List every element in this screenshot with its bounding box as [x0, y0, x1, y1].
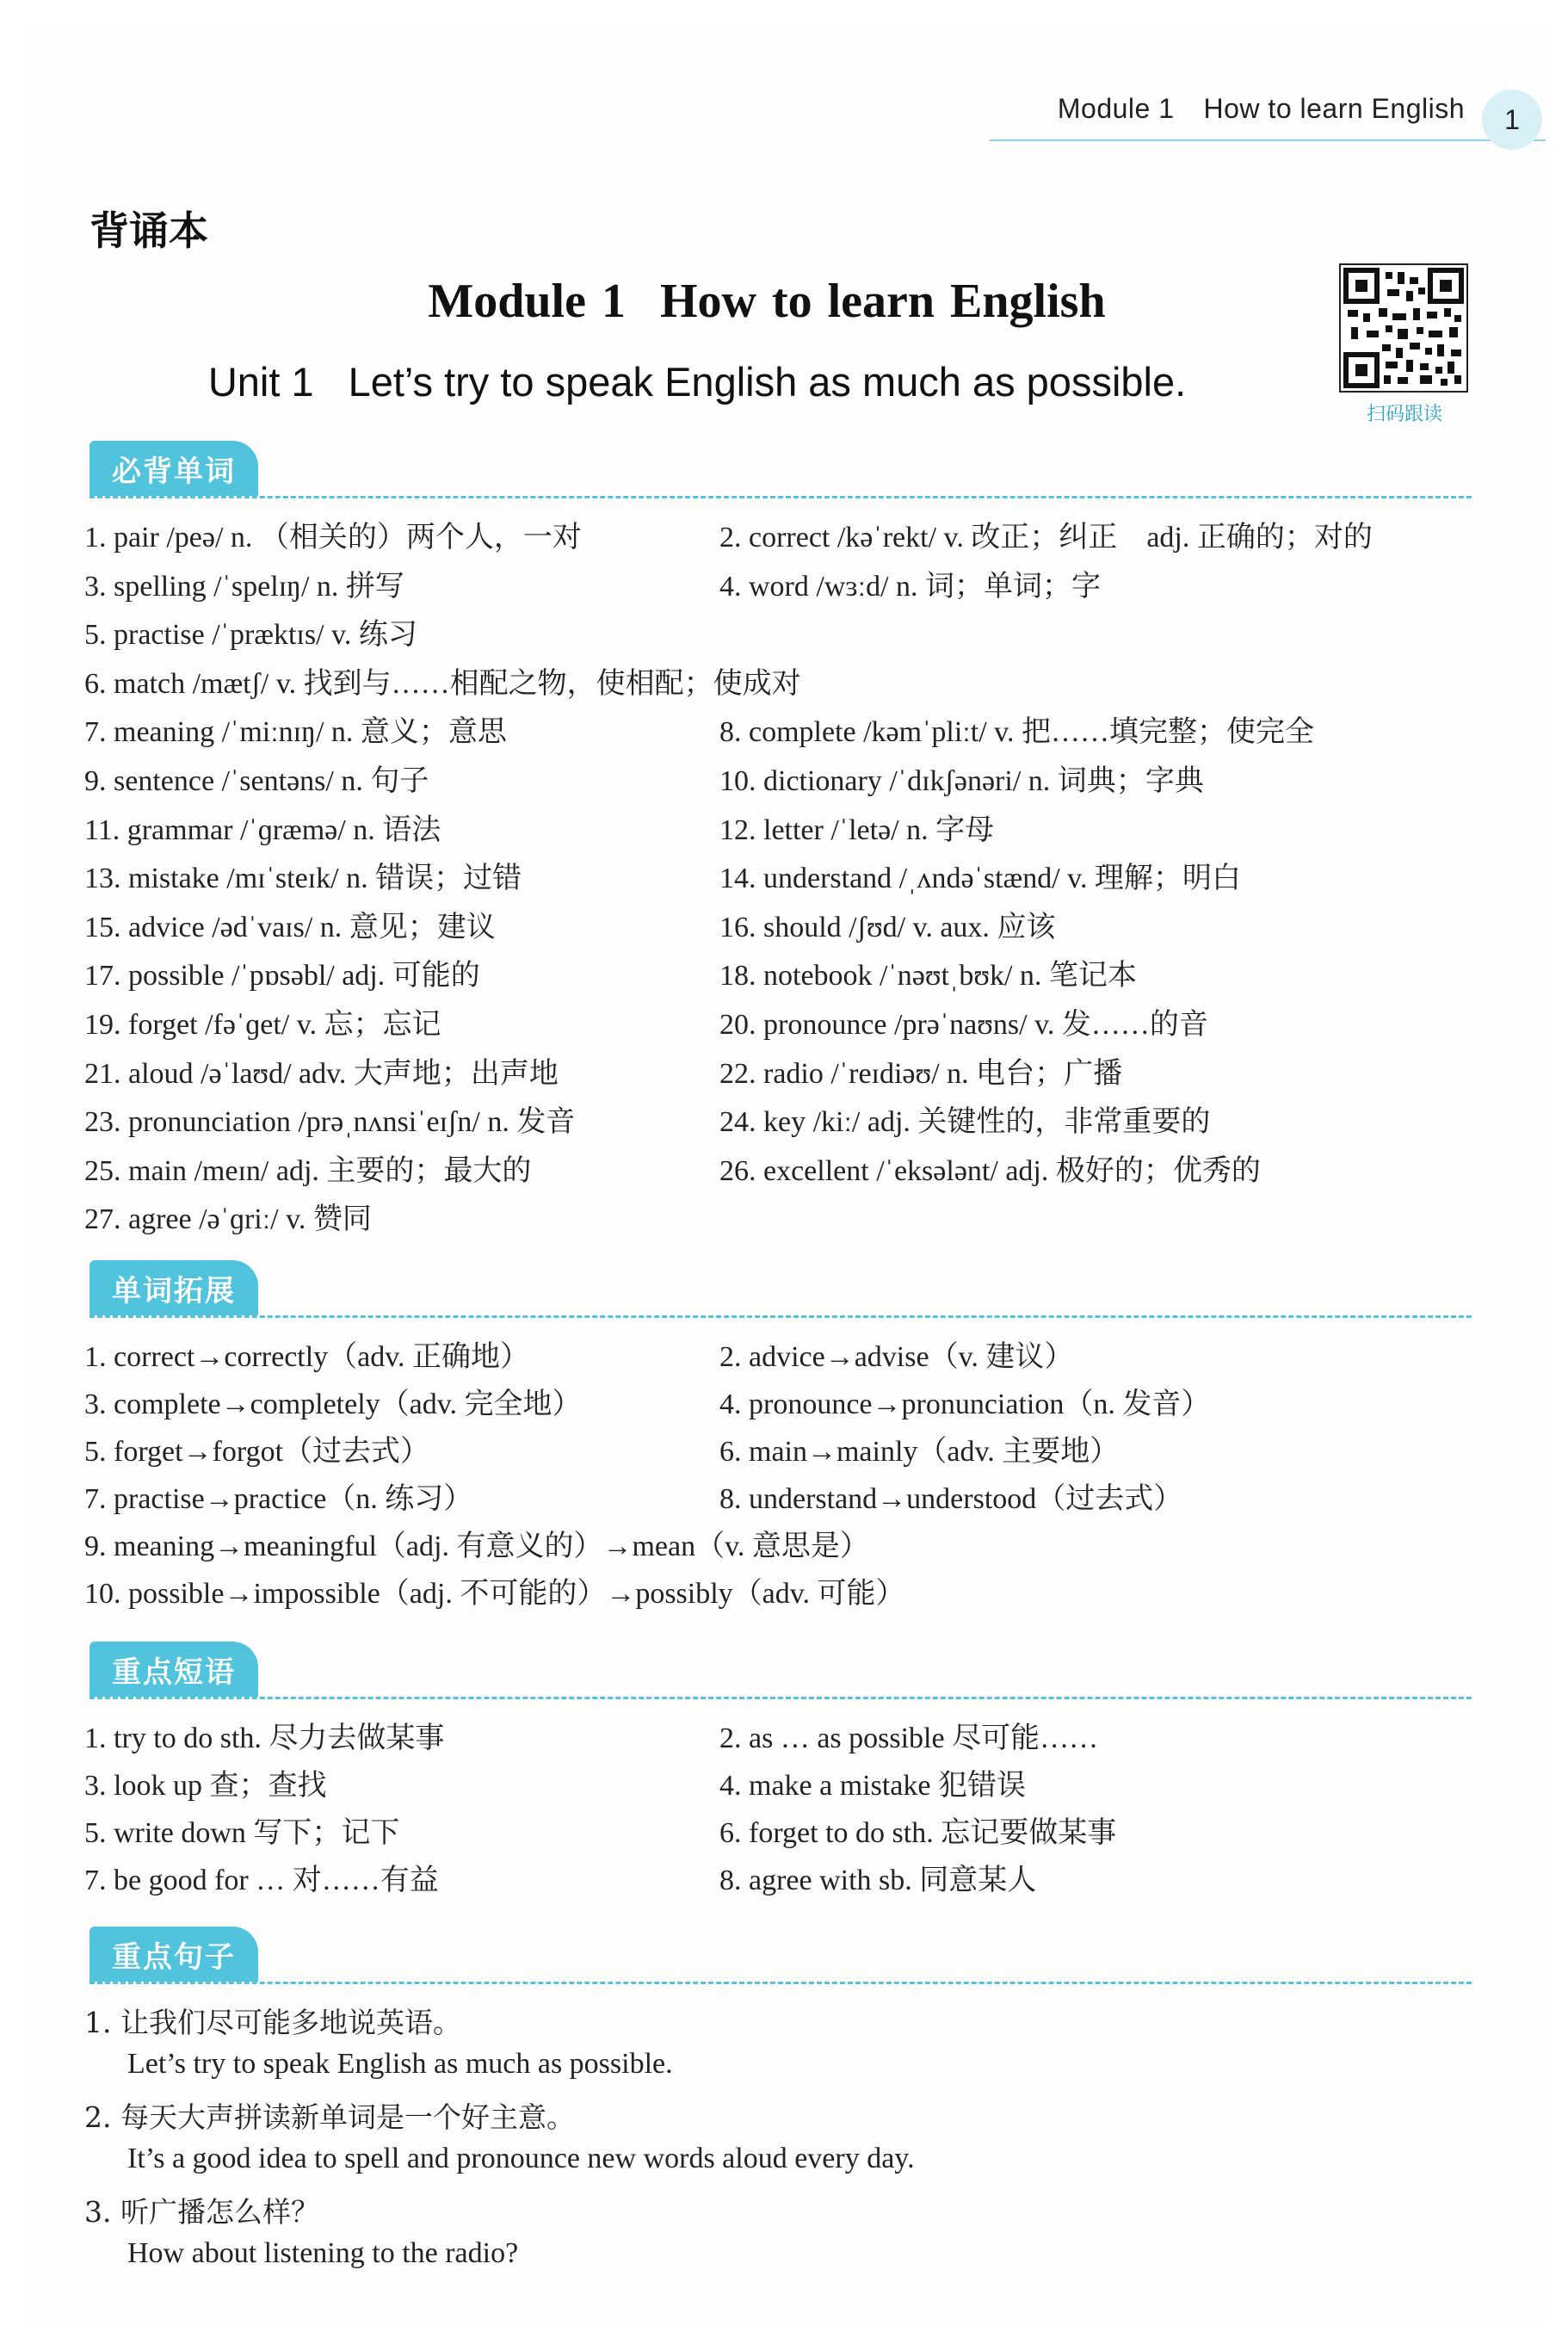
- header-module: Module 1: [1057, 93, 1175, 124]
- list-item: 9. sentence /ˈsentəns/ n. 句子: [84, 765, 429, 797]
- list-item: 22. radio /ˈreɪdiəʊ/ n. 电台；广播: [719, 1057, 1123, 1090]
- qr-block[interactable]: [1339, 263, 1470, 426]
- list-item: 8. complete /kəmˈpliːt/ v. 把……填完整；使完全: [719, 716, 1314, 749]
- module-name: How to learn English: [659, 275, 1106, 328]
- list-item: 5. forget→forgot（过去式）: [84, 1436, 430, 1468]
- list-item: 3. look up 查；查找: [84, 1770, 327, 1802]
- list-item: 18. notebook /ˈnəʊtˌbʊk/ n. 笔记本: [719, 960, 1137, 993]
- list-item: 5. write down 写下；记下: [84, 1817, 400, 1849]
- list-item: 9. meaning→meaningful（adj. 有意义的）→mean（v. 意思是）: [84, 1531, 869, 1562]
- sentence-english: Let’s try to speak English as much as possible.: [127, 2048, 673, 2080]
- list-item: 20. pronounce /prəˈnaʊns/ v. 发……的音: [719, 1009, 1208, 1041]
- sentence-chinese: 1. 让我们尽可能多地说英语。: [84, 2006, 461, 2039]
- list-item: 2. correct /kəˈrekt/ v. 改正；纠正 adj. 正确的；对的: [719, 522, 1373, 554]
- list-item: 4. word /wɜːd/ n. 词；单词；字: [719, 570, 1102, 603]
- header-topic: How to learn English: [1203, 93, 1465, 124]
- list-item: 4. make a mistake 犯错误: [719, 1770, 1026, 1802]
- book-title: 背诵本: [90, 207, 208, 254]
- unit-label: Unit 1: [207, 359, 314, 405]
- module-label: Module 1: [428, 275, 626, 328]
- list-item: 14. understand /ˌʌndəˈstænd/ v. 理解；明白: [719, 863, 1241, 895]
- list-item: 7. be good for … 对……有益: [84, 1865, 439, 1896]
- list-item: 17. possible /ˈpɒsəbl/ adj. 可能的: [84, 960, 480, 993]
- sentence-chinese: 3. 听广播怎么样？: [84, 2195, 319, 2229]
- sentence-english: It’s a good idea to spell and pronounce new words aloud every day.: [127, 2143, 915, 2174]
- list-item: 1. try to do sth. 尽力去做某事: [84, 1722, 445, 1754]
- list-item: 2. advice→advise（v. 建议）: [719, 1341, 1074, 1373]
- section-tag-phrases: 重点短语: [90, 1642, 258, 1697]
- section-divider: [90, 496, 1472, 498]
- qr-code-icon[interactable]: [1339, 263, 1468, 393]
- section-tag-sentences: 重点句子: [90, 1927, 258, 1982]
- list-item: 27. agree /əˈɡriː/ v. 赞同: [84, 1203, 372, 1236]
- qr-caption: 扫码跟读: [1366, 404, 1442, 425]
- section-tag-words: 必背单词: [90, 441, 258, 496]
- list-item: 8. understand→understood（过去式）: [719, 1483, 1183, 1515]
- section-divider: [90, 1315, 1472, 1318]
- list-item: 11. grammar /ˈɡræmə/ n. 语法: [84, 813, 441, 846]
- list-item: 16. should /ʃʊd/ v. aux. 应该: [719, 911, 1056, 943]
- section-divider: [90, 1982, 1472, 1984]
- list-item: 7. practise→practice（n. 练习）: [84, 1483, 473, 1515]
- section-tag-extension: 单词拓展: [90, 1260, 258, 1315]
- list-item: 3. spelling /ˈspelɪŋ/ n. 拼写: [84, 570, 404, 603]
- header-rule: [990, 139, 1546, 141]
- list-item: 7. meaning /ˈmiːnɪŋ/ n. 意义；意思: [84, 716, 507, 749]
- list-item: 23. pronunciation /prəˌnʌnsiˈeɪʃn/ n. 发音: [84, 1106, 576, 1139]
- sentence-english: How about listening to the radio?: [127, 2237, 519, 2269]
- list-item: 25. main /meɪn/ adj. 主要的；最大的: [84, 1154, 532, 1187]
- module-title: [0, 274, 1534, 329]
- list-item: 3. complete→completely（adv. 完全地）: [84, 1388, 582, 1420]
- list-item: 12. letter /ˈletə/ n. 字母: [719, 813, 995, 846]
- list-item: 21. aloud /əˈlaʊd/ adv. 大声地；出声地: [84, 1057, 559, 1090]
- list-item: 4. pronounce→pronunciation（n. 发音）: [719, 1388, 1211, 1420]
- list-item: 8. agree with sb. 同意某人: [719, 1865, 1037, 1896]
- list-item: 15. advice /ədˈvaɪs/ n. 意见；建议: [84, 911, 496, 943]
- list-item: 24. key /kiː/ adj. 关键性的，非常重要的: [719, 1106, 1211, 1139]
- list-item: 10. dictionary /ˈdɪkʃənəri/ n. 词典；字典: [719, 765, 1204, 797]
- list-item: 1. correct→correctly（adv. 正确地）: [84, 1341, 530, 1373]
- list-item: 6. main→mainly（adv. 主要地）: [719, 1436, 1120, 1468]
- sentence-chinese: 2. 每天大声拼读新单词是一个好主意。: [84, 2100, 575, 2134]
- page-number: 1: [1482, 90, 1542, 150]
- list-item: 13. mistake /mɪˈsteɪk/ n. 错误；过错: [84, 863, 522, 895]
- list-item: 19. forget /fəˈɡet/ v. 忘；忘记: [84, 1009, 441, 1041]
- unit-title: [0, 358, 1394, 405]
- section-divider: [90, 1697, 1472, 1699]
- list-item: 10. possible→impossible（adj. 不可能的）→possibly（adv. 可能）: [84, 1578, 905, 1610]
- list-item: 6. forget to do sth. 忘记要做某事: [719, 1817, 1117, 1849]
- list-item: 2. as … as possible 尽可能……: [719, 1722, 1099, 1754]
- list-item: 6. match /mætʃ/ v. 找到与……相配之物，使相配；使成对: [84, 667, 801, 700]
- unit-name: Let’s try to speak English as much as possible.: [348, 359, 1187, 405]
- list-item: 5. practise /ˈpræktɪs/ v. 练习: [84, 619, 417, 652]
- running-header: [1058, 93, 1465, 125]
- list-item: 26. excellent /ˈeksələnt/ adj. 极好的；优秀的: [719, 1154, 1261, 1187]
- list-item: 1. pair /peə/ n. （相关的）两个人，一对: [84, 522, 582, 554]
